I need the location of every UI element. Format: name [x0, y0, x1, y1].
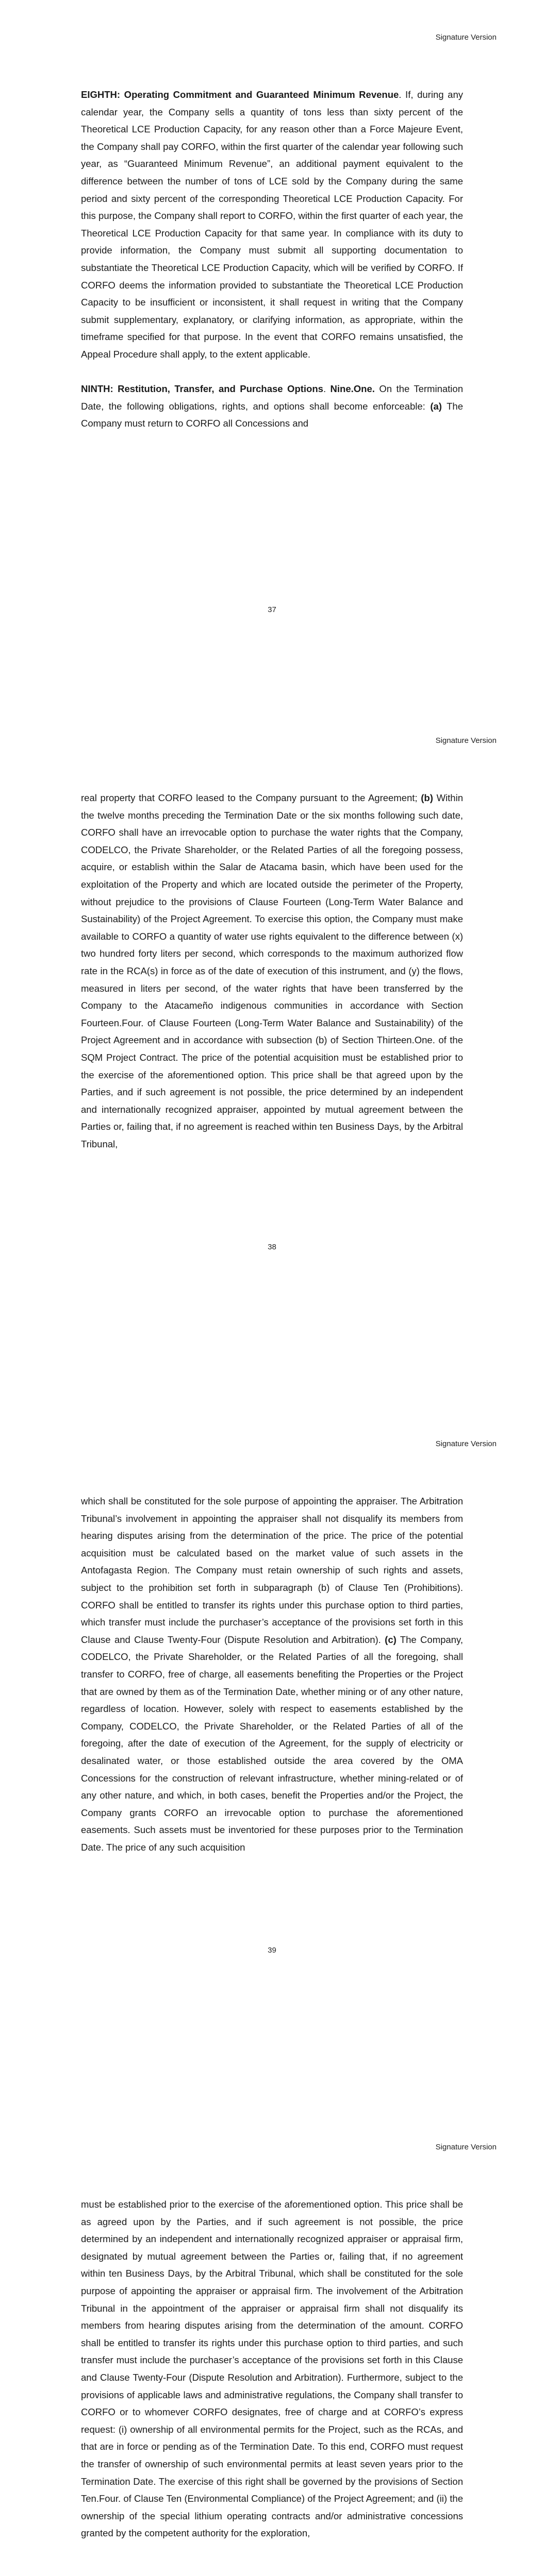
page-header: Signature Version: [435, 33, 497, 42]
clause-text: The Company must return to CORFO all Concessions and: [81, 400, 464, 429]
page-body: [81, 789, 463, 1153]
clause-text: must be established prior to the exercise of the aforementioned option. This price shall be as agreed upon by the Parties, and if such agreement is not possible, the price determined by an independent and internationally recognized appraiser or appraisal firm, designated by mutual agreement between the Parties or, failing that, if no agreement within ten Business Days, by the Arbitral Tribunal, which shall be constituted for the sole purpose of appointing the appraiser or appraisal firm. The involvement of the Arbitration Tribunal in the appointment of the appraiser or appraisal firm shall not disqualify its members from hearing disputes arising from the determination of the amount. CORFO shall be entitled to transfer its rights under this purchase option to third parties, and such transfer must include the purchaser’s acceptance of the provisions set forth in this Clause and Clause Twenty-Four (Dispute Resolution and Arbitration). Furthermore, subject to the provisions of applicable laws and administrative regulations, the Company shall transfer to CORFO or to whomever CORFO designates, free of charge and at CORFO’s express request: (i) ownership of all environmental permits for the Project, such as the RCAs, and that are in force or pending as of the Termination Date. To this end, CORFO must request the transfer of ownership of such environmental permits at least seven years prior to the Termination Date. The exercise of this right shall be governed by the provisions of Section Ten.Four. of Clause Ten (Environmental Compliance) of the Project Agreement; and (ii) the ownership of the special lithium operating contracts and/or administrative concessions granted by the competent authority for the exploration,: [81, 2199, 463, 2539]
clause-ninth-continued-paragraph: [81, 789, 463, 1153]
clause-text: . If, during any calendar year, the Company sells a quantity of tons less than sixty percent of the Theoretical LCE Production Capacity, for any reason other than a Force Majeure Event, the Company shall pay CORFO, within the first quarter of the calendar year following such year, as “Guaranteed Minimum Revenue”, an additional payment equivalent to the difference between the number of tons of LCE sold by the Company during the same period and sixty percent of the corresponding Theoretical LCE Production Capacity. For this purpose, the Company shall report to CORFO, within the first quarter of each year, the Theoretical LCE Production Capacity for that same year. In compliance with its duty to provide information, the Company must submit all supporting documentation to substantiate the Theoretical LCE Production Capacity, which will be verified by CORFO. If CORFO deems the information provided to substantiate the Theoretical LCE Production Capacity to be insufficient or inconsistent, it shall request in writing that the Company submit supplementary, explanatory, or clarifying information, as appropriate, within the timeframe specified for that purpose. In the event that CORFO remains unsatisfied, the Appeal Procedure shall apply, to the extent applicable.: [81, 89, 463, 360]
subsection-marker: (b): [421, 792, 433, 803]
clause-text: Within the twelve months preceding the Termination Date or the six months following such date, CORFO shall have an irrevocable option to purchase the water rights that the Company, CODELCO, the Private Shareholder, or the Related Parties of all the foregoing possess, acquire, or establish within the Salar de Atacama basin, which have been used for the exploitation of the Property and which are located outside the perimeter of the Property, without prejudice to the provisions of Clause Fourteen (Long-Term Water Balance and Sustainability) of the Project Agreement. To exercise this option, the Company must make available to CORFO a quantity of water use rights equivalent to the difference between (x) two hundred forty liters per second, which corresponds to the maximum authorized flow rate in the RCA(s) in force as of the date of execution of this instrument, and (y) the flows, measured in liters per second, of the water rights that have been transferred by the Company to the Atacameño indigenous communities in accordance with Section Fourteen.Four. of Clause Fourteen (Long-Term Water Balance and Sustainability) of the Project Agreement and in accordance with subsection (b) of Section Thirteen.One. of the SQM Project Contract. The price of the potential acquisition must be established prior to the exercise of the aforementioned option. This price shall be that agreed upon by the Parties, and if such agreement is not possible, the price determined by an independent and internationally recognized appraiser, appointed by mutual agreement between the Parties or, failing that, if no agreement is reached within ten Business Days, by the Arbitral Tribunal,: [81, 792, 463, 1149]
document-page-37: [0, 0, 544, 703]
page-header: Signature Version: [435, 2143, 497, 2151]
clause-text: On the Termination Date, the following obligations, rights, and options shall become enforceable:: [81, 383, 463, 412]
page-number: 39: [268, 1946, 276, 1955]
clause-ninth-paragraph: [81, 380, 463, 432]
clause-ninth-continued-paragraph: [81, 1493, 463, 1856]
page-body: [81, 2196, 463, 2542]
page-body: [81, 1493, 463, 1856]
page-body: [81, 86, 463, 432]
clause-eighth-paragraph: [81, 86, 463, 363]
clause-text: which shall be constituted for the sole purpose of appointing the appraiser. The Arbitration Tribunal’s involvement in appointing the appraiser shall not disqualify its members from hearing disputes arising from the determination of the price. The price of the potential acquisition must be calculated based on the market value of such assets in the Antofagasta Region. The Company must retain ownership of such rights and assets, subject to the prohibition set forth in subparagraph (b) of Clause Ten (Prohibitions). CORFO shall be entitled to transfer its rights under this purchase option to third parties, which transfer must include the purchaser’s acceptance of the provisions set forth in this Clause and Clause Twenty-Four (Dispute Resolution and Arbitration).: [81, 1496, 463, 1645]
page-header: Signature Version: [435, 736, 497, 745]
clause-heading: NINTH: Restitution, Transfer, and Purchase Options: [81, 383, 323, 395]
document-page-38: [0, 703, 544, 1406]
clause-text: The Company, CODELCO, the Private Shareholder, or the Related Parties of all the foregoing, shall transfer to CORFO, free of charge, all easements benefiting the Properties or the Project that are owned by them as of the Termination Date, whether mining or of any other nature, regardless of location. However, solely with respect to easements established by the Company, CODELCO, the Private Shareholder, or the Related Parties of all of the foregoing, after the date of execution of the Agreement, for the supply of electricity or desalinated water, or those established outside the area covered by the OMA Concessions for the construction of relevant infrastructure, whether mining-related or of any other nature, and which, in both cases, benefit the Properties and/or the Project, the Company grants CORFO an irrevocable option to purchase the aforementioned easements. Such assets must be inventoried for these purposes prior to the Termination Date. The price of any such acquisition: [81, 1634, 463, 1853]
clause-ninth-continued-paragraph: [81, 2196, 463, 2542]
page-number: 38: [268, 1243, 276, 1251]
document-page-40: [0, 2110, 544, 2576]
clause-separator: .: [323, 383, 331, 395]
page-header: Signature Version: [435, 1439, 497, 1448]
document-page-39: [0, 1406, 544, 2110]
clause-heading: EIGHTH: Operating Commitment and Guaranteed Minimum Revenue: [81, 89, 399, 100]
section-heading: Nine.One.: [330, 383, 375, 395]
subsection-marker: (c): [385, 1634, 397, 1645]
page-number: 37: [268, 605, 276, 614]
subsection-marker: (a): [430, 400, 442, 412]
clause-text: real property that CORFO leased to the Company pursuant to the Agreement;: [81, 792, 421, 803]
